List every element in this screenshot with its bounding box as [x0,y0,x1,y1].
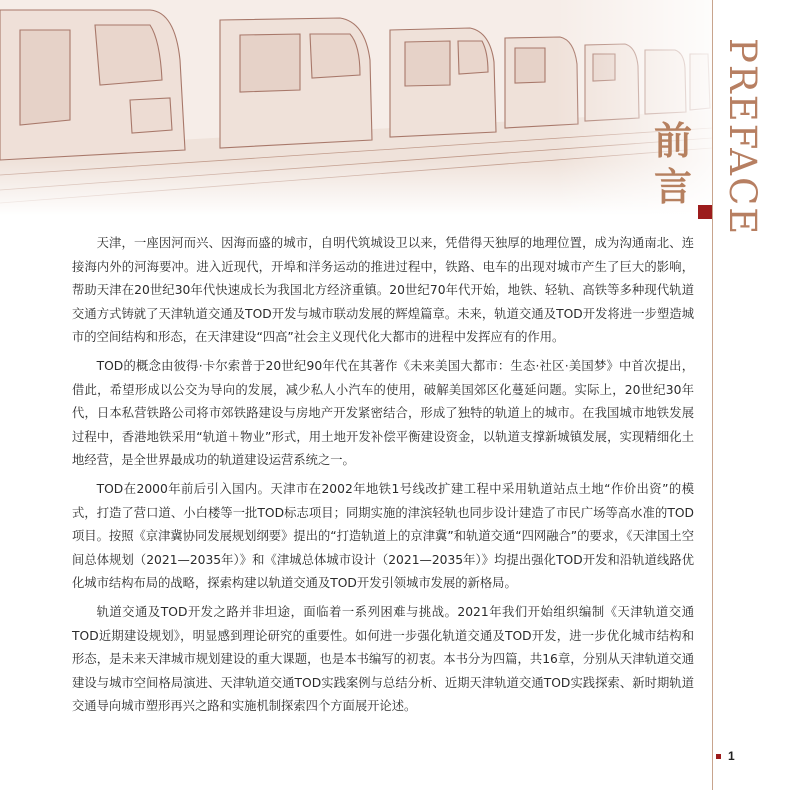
chinese-title: 前言 [653,119,692,209]
trains-sketch-svg [0,0,712,215]
vertical-divider [712,0,713,790]
paragraph: 天津，一座因河而兴、因海而盛的城市，自明代筑城设卫以来，凭借得天独厚的地理位置，成为沟通南北、连接海内外的河海要冲。进入近现代，开埠和洋务运动的推进过程中，铁路、电车的出现对城市产生了巨大的影响，帮助天津在20世纪30年代快速成长为我国北方经济重镇。20世纪70年代开始，地铁、轻轨、高铁等多种现代轨道交通方式铸就了天津轨道交通及TOD开发与城市联动发展的辉煌篇章。未来，轨道交通及TOD开发将进一步塑造城市的空间结构和形态，在天津建设“四高”社会主义现代化大都市的进程中发挥应有的作用。 [72,236,694,345]
page-footer [716,749,735,763]
preface-heading: PREFACE [721,38,764,237]
trains-illustration [0,0,712,215]
title-marker [698,205,712,219]
preface-body [72,232,694,724]
paragraph: TOD在2000年前后引入国内。天津市在2002年地铁1号线改扩建工程中采用轨道站点土地“作价出资”的模式，打造了营口道、小白楼等一批TOD标志项目；同期实施的津滨轻轨也同步设计建造了市民广场等高水准的TOD项目。按照《京津冀协同发展规划纲要》提出的“打造轨道上的京津冀”和轨道交通“四网融合”的要求，《天津国土空间总体规划（2021—2035年）》和《津城总体城市设计（2021—2035年）》均提出强化TOD开发和沿轨道线路优化城市结构布局的战略，探索构建以轨道交通及TOD开发引领城市发展的新格局。 [72,481,694,591]
page-number: 1 [728,749,735,763]
paragraph: 轨道交通及TOD开发之路并非坦途，面临着一系列困难与挑战。2021年我们开始组织编制《天津轨道交通TOD近期建设规划》，明显感到理论研究的重要性。如何进一步强化轨道交通及TOD开发，进一步优化城市结构和形态，是未来天津城市规划建设的重大课题，也是本书编写的初衷。本书分为四篇，共16章，分别从天津轨道交通建设与城市空间格局演进、天津轨道交通TOD实践案例与总结分析、近期天津轨道交通TOD实践探索、新时期轨道交通导向城市塑形再兴之路和实施机制探索四个方面展开论述。 [72,604,694,714]
page-marker [716,754,721,759]
paragraph: TOD的概念由彼得·卡尔索普于20世纪90年代在其著作《未来美国大都市：生态·社区·美国梦》中首次提出，借此，希望形成以公交为导向的发展，减少私人小汽车的使用，破解美国郊区化蔓延问题。实际上，20世纪30年代，日本私营铁路公司将市郊铁路建设与房地产开发紧密结合，形成了独特的轨道上的城市。在我国城市地铁发展过程中，香港地铁采用“轨道＋物业”形式，用土地开发补偿平衡建设资金，以轨道支撑新城镇发展，实现精细化土地经营，是全世界最成功的轨道建设运营系统之一。 [72,358,694,468]
